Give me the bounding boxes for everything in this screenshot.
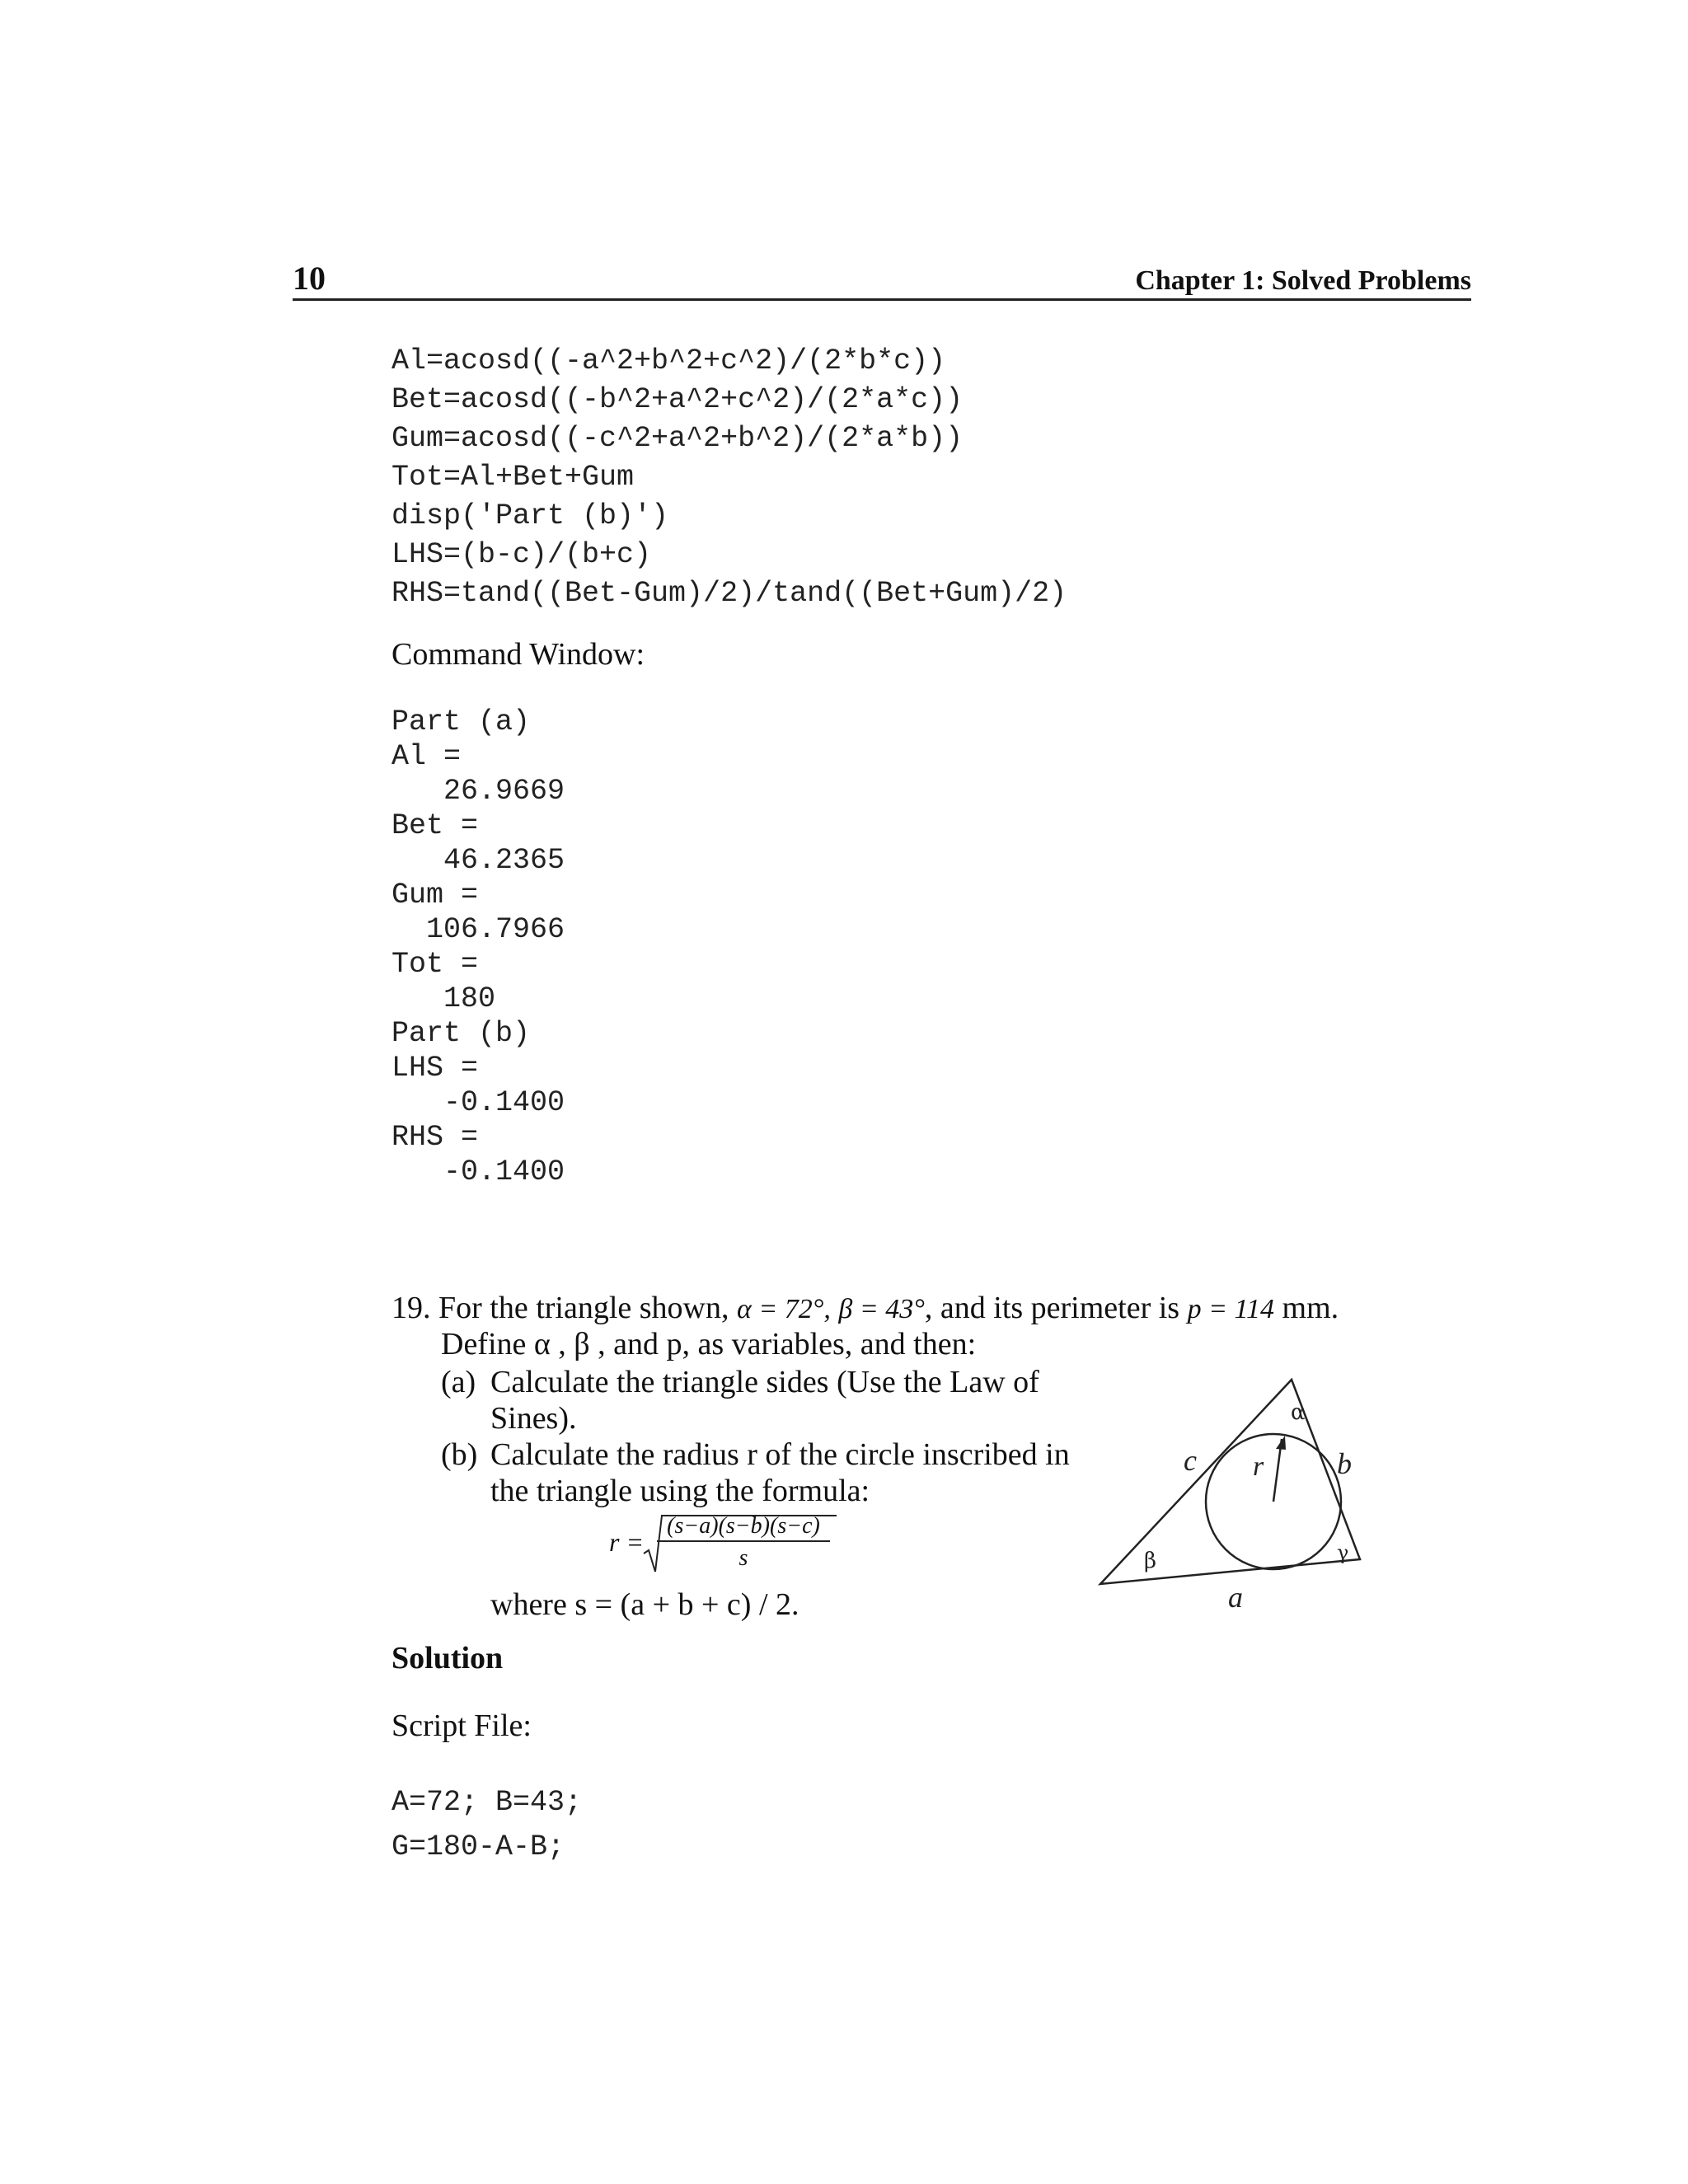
alpha-equation: α = 72°,	[737, 1294, 831, 1324]
page-header	[293, 262, 1471, 301]
output-line: Part (a)	[392, 705, 531, 738]
problem-line-1	[392, 1290, 1339, 1328]
problem-text: , and its perimeter is	[924, 1291, 1180, 1325]
script-line: A=72; B=43;	[392, 1786, 583, 1819]
page-number: 10	[293, 260, 326, 297]
output-line: Tot =	[392, 948, 479, 981]
inradius-formula	[609, 1512, 878, 1578]
problem-number: 19.	[392, 1291, 431, 1325]
angle-alpha-label: α	[1291, 1400, 1306, 1425]
output-line: -0.1400	[392, 1086, 565, 1119]
angle-beta-label: β	[1144, 1549, 1157, 1573]
output-line: Al =	[392, 740, 462, 773]
part-a-text: Sines).	[490, 1401, 577, 1436]
formula-lhs: r =	[609, 1527, 645, 1557]
unit-label: mm.	[1282, 1291, 1339, 1325]
part-a-label: (a)	[441, 1365, 476, 1399]
side-c-label: c	[1184, 1444, 1197, 1477]
part-b-text: Calculate the radius r of the circle inscribed in	[490, 1437, 1070, 1472]
output-line: 106.7966	[392, 913, 565, 946]
where-text: where s = (a + b + c) / 2.	[490, 1587, 799, 1622]
angle-gamma-label: γ	[1337, 1541, 1349, 1564]
script-line: G=180-A-B;	[392, 1830, 565, 1863]
arrowhead-icon	[1276, 1436, 1286, 1450]
perimeter-equation: p = 114	[1187, 1294, 1275, 1324]
problem-text: For the triangle shown,	[438, 1291, 729, 1325]
code-line: Gum=acosd((-c^2+a^2+b^2)/(2*a*b))	[392, 422, 964, 455]
output-line: Gum =	[392, 879, 479, 912]
output-line: 26.9669	[392, 775, 565, 808]
chapter-title: Chapter 1: Solved Problems	[1135, 265, 1471, 296]
output-line: 46.2365	[392, 844, 565, 877]
output-line: 180	[392, 982, 496, 1015]
command-window-label: Command Window:	[392, 637, 645, 672]
code-line: LHS=(b-c)/(b+c)	[392, 538, 652, 571]
triangle-diagram	[1096, 1368, 1393, 1615]
part-b-label: (b)	[441, 1437, 478, 1472]
output-line: -0.1400	[392, 1155, 565, 1188]
output-line: RHS =	[392, 1121, 479, 1154]
command-output	[392, 705, 565, 1189]
side-a-label: a	[1228, 1581, 1243, 1614]
solution-title: Solution	[392, 1641, 504, 1675]
beta-equation: β = 43°	[838, 1294, 925, 1324]
script-block	[392, 1780, 582, 1869]
output-line: LHS =	[392, 1052, 479, 1085]
script-file-label: Script File:	[392, 1708, 532, 1743]
code-line: Bet=acosd((-b^2+a^2+c^2)/(2*a*c))	[392, 383, 964, 416]
radius-label: r	[1253, 1451, 1264, 1482]
output-line: Part (b)	[392, 1017, 531, 1050]
problem-line-2: Define α , β , and p, as variables, and then:	[441, 1327, 977, 1361]
code-line: RHS=tand((Bet-Gum)/2)/tand((Bet+Gum)/2)	[392, 577, 1067, 610]
code-line: Al=acosd((-a^2+b^2+c^2)/(2*b*c))	[392, 344, 946, 377]
part-a-text: Calculate the triangle sides (Use the Law of	[490, 1365, 1039, 1399]
code-line: disp('Part (b)')	[392, 499, 669, 532]
formula-denominator: s	[738, 1545, 748, 1571]
part-b-text: the triangle using the formula:	[490, 1474, 870, 1508]
side-b-label: b	[1337, 1447, 1352, 1480]
output-line: Bet =	[392, 809, 479, 842]
code-line: Tot=Al+Bet+Gum	[392, 461, 635, 494]
code-block	[392, 342, 1067, 613]
formula-numerator: (s−a)(s−b)(s−c)	[657, 1512, 830, 1542]
